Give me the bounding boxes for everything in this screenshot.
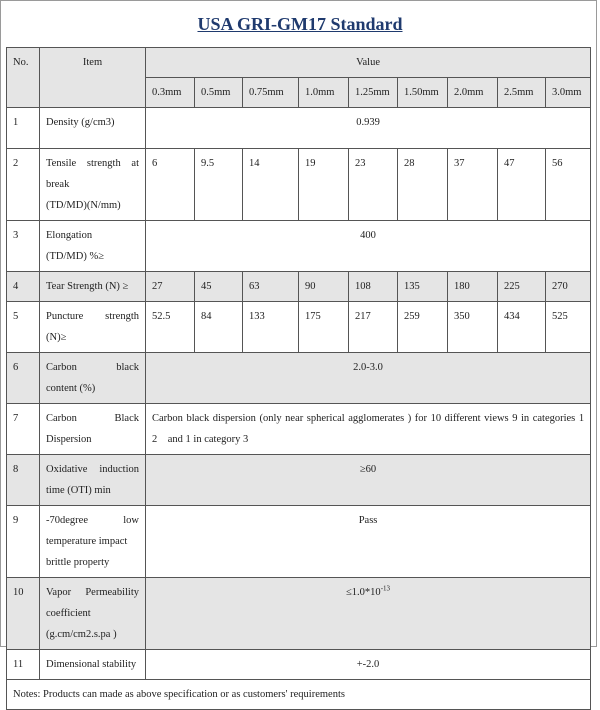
- spec-table: [6, 47, 591, 710]
- row-value-cell: 225: [498, 272, 546, 302]
- table-row: [7, 455, 591, 506]
- row-value-cell: 6: [146, 149, 195, 221]
- table-row: [7, 353, 591, 404]
- item-line: Oxidative induction: [46, 464, 139, 475]
- item-line: content (%): [46, 383, 96, 394]
- row-value: 2.0-3.0: [146, 353, 591, 404]
- row-value-cell: 217: [349, 302, 398, 353]
- item-line: (N)≥: [46, 332, 67, 343]
- item-line: brittle property: [46, 557, 110, 568]
- item-line: (TD/MD)(N/mm): [46, 200, 121, 211]
- row-value: ≥60: [146, 455, 591, 506]
- item-line: Dispersion: [46, 434, 92, 445]
- item-line: break: [46, 179, 70, 190]
- thickness-cell: 0.5mm: [195, 78, 243, 108]
- row-no: 2: [7, 149, 40, 221]
- row-item: Tear Strength (N) ≥: [40, 272, 146, 302]
- item-line: Carbon black: [46, 362, 139, 373]
- thickness-cell: 1.25mm: [349, 78, 398, 108]
- item-line: (g.cm/cm2.s.pa ): [46, 629, 117, 640]
- thickness-cell: 3.0mm: [546, 78, 591, 108]
- item-line: (TD/MD) %≥: [46, 251, 104, 262]
- notes: Notes: Products can made as above specification or as customers' requirements: [7, 680, 591, 710]
- row-item: [40, 455, 146, 506]
- row-value-cell: 90: [299, 272, 349, 302]
- thickness-cell: 1.50mm: [398, 78, 448, 108]
- row-value-cell: 259: [398, 302, 448, 353]
- notes-row: [7, 680, 591, 710]
- row-item: [40, 506, 146, 578]
- header-row: [7, 48, 591, 78]
- value-line: Carbon black dispersion (only near spherical agglomerates ) for 10 different views 9 in categories 1: [152, 413, 585, 424]
- table-row: [7, 149, 591, 221]
- row-value-cell: 19: [299, 149, 349, 221]
- item-line: -70degree low: [46, 515, 139, 526]
- thickness-cell: 0.3mm: [146, 78, 195, 108]
- item-line: Carbon Black: [46, 413, 139, 424]
- row-item: Dimensional stability: [40, 650, 146, 680]
- header-no: No.: [7, 48, 40, 108]
- row-value-cell: 52.5: [146, 302, 195, 353]
- row-value-cell: 9.5: [195, 149, 243, 221]
- item-line: time (OTI) min: [46, 485, 111, 496]
- value-exponent: -13: [380, 584, 391, 593]
- row-value: Pass: [146, 506, 591, 578]
- row-no: 6: [7, 353, 40, 404]
- row-value-cell: 175: [299, 302, 349, 353]
- row-no: 8: [7, 455, 40, 506]
- table-row: [7, 404, 591, 455]
- row-value-cell: 27: [146, 272, 195, 302]
- item-line: Puncture strength: [46, 311, 139, 322]
- table-row: [7, 506, 591, 578]
- row-no: 7: [7, 404, 40, 455]
- row-value-cell: 63: [243, 272, 299, 302]
- table-row: [7, 108, 591, 149]
- item-line: temperature impact: [46, 536, 128, 547]
- row-no: 3: [7, 221, 40, 272]
- header-item: Item: [40, 48, 146, 108]
- row-value-cell: 133: [243, 302, 299, 353]
- row-item: [40, 353, 146, 404]
- page-title: USA GRI-GM17 Standard: [197, 14, 403, 34]
- row-no: 4: [7, 272, 40, 302]
- row-value-cell: 45: [195, 272, 243, 302]
- row-item: [40, 578, 146, 650]
- row-value: 0.939: [146, 108, 591, 149]
- thickness-cell: 2.0mm: [448, 78, 498, 108]
- row-no: 9: [7, 506, 40, 578]
- row-value-cell: 28: [398, 149, 448, 221]
- row-no: 11: [7, 650, 40, 680]
- row-item: [40, 149, 146, 221]
- table-row: [7, 578, 591, 650]
- row-value-cell: 350: [448, 302, 498, 353]
- row-value: [146, 404, 591, 455]
- row-value-cell: 135: [398, 272, 448, 302]
- row-value-cell: 108: [349, 272, 398, 302]
- header-value: Value: [146, 48, 591, 78]
- item-line: coefficient: [46, 608, 91, 619]
- row-value: +-2.0: [146, 650, 591, 680]
- row-value-cell: 180: [448, 272, 498, 302]
- row-value-cell: 525: [546, 302, 591, 353]
- row-value-cell: 47: [498, 149, 546, 221]
- value-base: ≤1.0*10: [346, 587, 381, 598]
- row-value-cell: 23: [349, 149, 398, 221]
- thickness-cell: 2.5mm: [498, 78, 546, 108]
- row-no: 1: [7, 108, 40, 149]
- row-value-cell: 37: [448, 149, 498, 221]
- thickness-cell: 1.0mm: [299, 78, 349, 108]
- item-line: Vapor Permeability: [46, 587, 139, 598]
- value-line: 2 and 1 in category 3: [152, 434, 249, 445]
- row-item: Density (g/cm3): [40, 108, 146, 149]
- row-value: [146, 578, 591, 650]
- table-row: [7, 302, 591, 353]
- item-line: Elongation: [46, 230, 93, 241]
- item-line: Tensile strength at: [46, 158, 139, 169]
- table-row: [7, 650, 591, 680]
- thickness-cell: 0.75mm: [243, 78, 299, 108]
- row-value-cell: 56: [546, 149, 591, 221]
- row-value: 400: [146, 221, 591, 272]
- row-no: 10: [7, 578, 40, 650]
- row-item: [40, 302, 146, 353]
- row-item: [40, 404, 146, 455]
- row-value-cell: 84: [195, 302, 243, 353]
- row-item: [40, 221, 146, 272]
- row-value-cell: 14: [243, 149, 299, 221]
- table-row: [7, 221, 591, 272]
- table-row: [7, 272, 591, 302]
- row-no: 5: [7, 302, 40, 353]
- row-value-cell: 434: [498, 302, 546, 353]
- row-value-cell: 270: [546, 272, 591, 302]
